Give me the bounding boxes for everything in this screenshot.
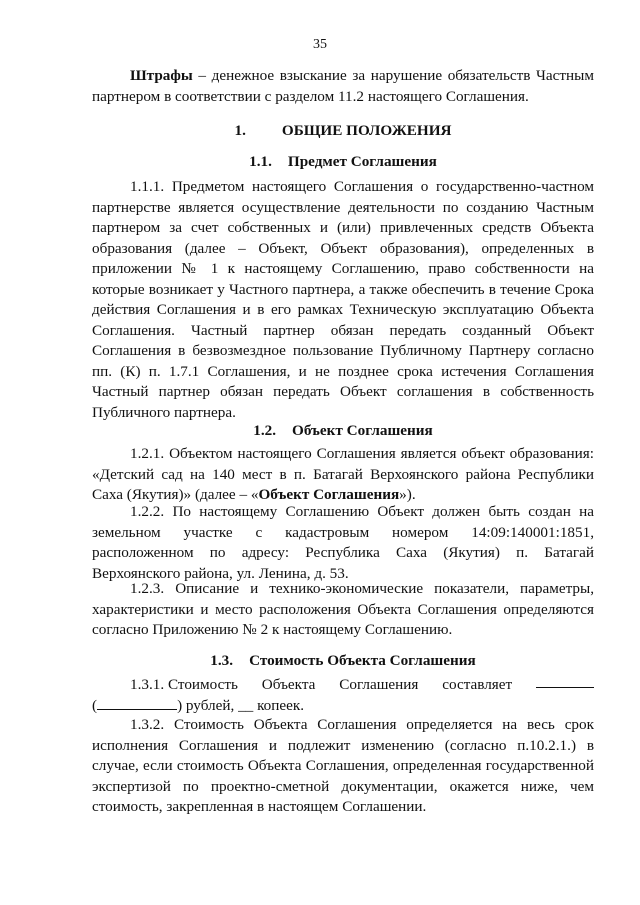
subsection-number: 1.2. <box>253 422 277 439</box>
clause-word: Объекта <box>261 676 316 693</box>
section-title: ОБЩИЕ ПОЛОЖЕНИЯ <box>281 122 452 139</box>
clause-1-2-1 <box>92 444 594 506</box>
amount-blank <box>536 675 594 688</box>
subsection-heading-1-1 <box>92 152 594 173</box>
clause-1-3-1 <box>92 675 594 716</box>
section-heading <box>92 121 594 142</box>
clause-1-3-1-line-2 <box>92 696 594 717</box>
amount-words-blank <box>97 697 177 710</box>
paren-open: ( <box>92 696 98 714</box>
definition-paragraph <box>92 66 594 107</box>
clause-1-2-3: 1.2.3. Описание и технико-экономические показатели, параметры, характеристики и место расположения Объекта Соглашения определяются согласно Приложению № 2 к настоящему Соглашению. <box>92 580 594 638</box>
definition-term: Штрафы <box>130 67 193 84</box>
subsection-number: 1.3. <box>210 652 234 669</box>
subsection-number: 1.1. <box>249 153 272 170</box>
clause-word: 1.3.1. Стоимость <box>130 676 238 693</box>
clause-1-1-1: 1.1.1. Предметом настоящего Соглашения о государственно-частном партнерстве является осуществление деятельности по созданию Частным партнером за счет собственных и (или) привлеченных средств Объекта образования (далее – Объект, Объект образования), определенных в приложении № 1 к настоящему Соглашению, право собственности на которые возникает у Частного партнера, а также обеспечить в течение Срока действия Соглашения и в его рамках Техническую эксплуатацию Объекта Соглашения. Частный партнер обязан передать созданный Объект Соглашения в безвозмездное пользование Публичному Партнеру согласно пп. (К) п. 1.7.1 Соглашения, и не позднее срока истечения Соглашения Частный партнер обязан передать Объект соглашения в собственность Публичного партнера. <box>92 178 594 421</box>
definition-text: – денежное взыскание за нарушение обязательств Частным партнером в соответствии с разделом 11.2 настоящего Соглашения. <box>92 67 594 105</box>
clause-1-3-2: 1.3.2. Стоимость Объекта Соглашения определяется на весь срок исполнения Соглашения и подлежит изменению (согласно п.10.2.1.) в случае, если стоимость Объекта Соглашения, определенная государственной экспертизой по проектно-сметной документации, окажется ниже, чем стоимость, закрепленная в настоящем Соглашении. <box>92 716 594 815</box>
clause-word: составляет <box>442 676 513 693</box>
section-number: 1. <box>234 122 246 139</box>
subsection-title: Предмет Соглашения <box>287 153 437 170</box>
clause-text-end: »). <box>399 486 416 503</box>
clause-text: 1.2.1. Объектом настоящего Соглашения является объект образования: «Детский сад на 140 мест в п. Батагай Верхоянского района Республики Саха (Якутия)» (далее – « <box>92 445 594 503</box>
subsection-title: Объект Соглашения <box>292 422 433 439</box>
clause-word: Соглашения <box>339 676 419 693</box>
subsection-title: Стоимость Объекта Соглашения <box>249 652 476 669</box>
page-number: 35 <box>313 37 327 52</box>
clause-1-3-1-line-1 <box>92 675 594 696</box>
clause-1-2-2: 1.2.2. По настоящему Соглашению Объект должен быть создан на земельном участке с кадастровым номером 14:09:140001:1851, расположенном по адресу: Республика Саха (Якутия) п. Батагай Верхоянского района, ул. Ленина, д. 53. <box>92 503 594 582</box>
subsection-heading-1-2 <box>92 421 594 442</box>
subsection-heading-1-3 <box>92 651 594 672</box>
defined-term: Объект Соглашения <box>258 486 400 503</box>
clause-text-end: ) рублей, __ копеек. <box>177 696 305 714</box>
